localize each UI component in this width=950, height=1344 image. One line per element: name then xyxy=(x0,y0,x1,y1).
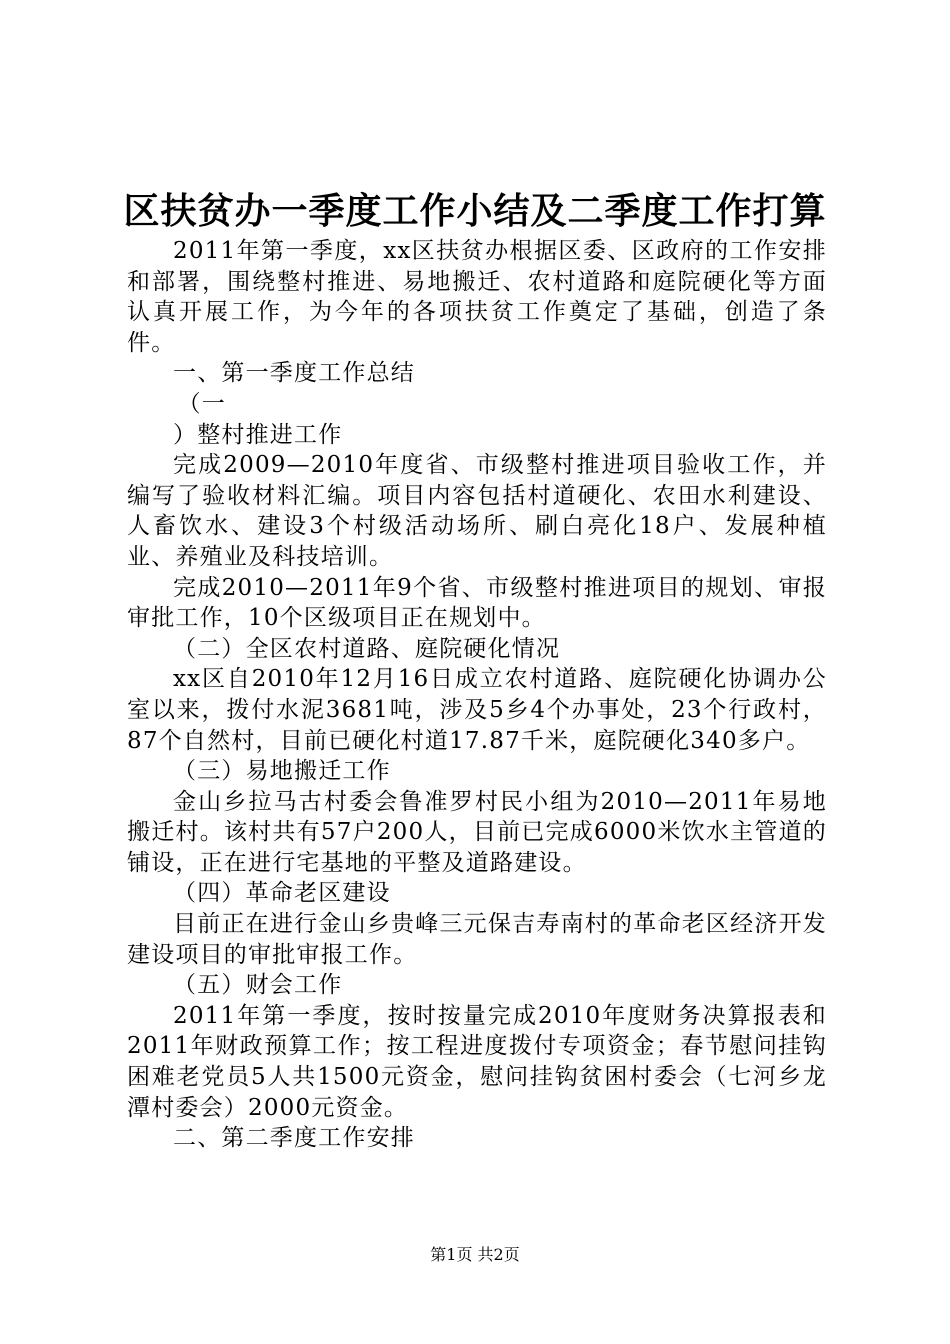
document-body xyxy=(127,236,827,1154)
subsection-heading: （四）革命老区建设 xyxy=(173,880,391,907)
paragraph: 完成2009—2010年度省、市级整村推进项目验收工作，并编写了验收材料汇编。项目内容包括村道硬化、农田水利建设、人畜饮水、建设3个村级活动场所、刷白亮化18户、发展种植业、养殖业及科技培训。 xyxy=(127,452,827,570)
subsection-heading: （二）全区农村道路、庭院硬化情况 xyxy=(173,635,561,662)
section-heading: 二、第二季度工作安排 xyxy=(173,1125,415,1152)
subsection-heading: （五）财会工作 xyxy=(173,972,343,999)
subsection-heading: ）整村推进工作 xyxy=(173,421,343,448)
paragraph: 2011年第一季度，xx区扶贫办根据区委、区政府的工作安排和部署，围绕整村推进、易地搬迁、农村道路和庭院硬化等方面认真开展工作，为今年的各项扶贫工作奠定了基础，创造了条件。 xyxy=(127,238,827,356)
subsection-heading: （一 xyxy=(177,390,226,417)
document-title: 区扶贫办一季度工作小结及二季度工作打算 xyxy=(123,190,827,232)
paragraph: 目前正在进行金山乡贵峰三元保吉寿南村的革命老区经济开发建设项目的审批审报工作。 xyxy=(127,911,827,968)
page-number-footer: 第1页 共2页 xyxy=(430,1245,520,1264)
subsection-heading: （三）易地搬迁工作 xyxy=(173,758,391,785)
paragraph: 完成2010—2011年9个省、市级整村推进项目的规划、审报审批工作，10个区级项目正在规划中。 xyxy=(127,574,827,632)
section-heading: 一、第一季度工作总结 xyxy=(173,360,415,387)
paragraph: xx区自2010年12月16日成立农村道路、庭院硬化协调办公室以来，拨付水泥3681吨，涉及5乡4个办事处，23个行政村，87个自然村，目前已硬化村道17.87千米，庭院硬化340多户。 xyxy=(127,666,827,754)
paragraph: 金山乡拉马古村委会鲁准罗村民小组为2010—2011年易地搬迁村。该村共有57户200人，目前已完成6000米饮水主管道的铺设，正在进行宅基地的平整及道路建设。 xyxy=(127,788,827,876)
paragraph: 2011年第一季度，按时按量完成2010年度财务决算报表和2011年财政预算工作；按工程进度拨付专项资金；春节慰问挂钩困难老党员5人共1500元资金，慰问挂钩贫困村委会（七河乡龙潭村委会）2000元资金。 xyxy=(127,1002,827,1121)
